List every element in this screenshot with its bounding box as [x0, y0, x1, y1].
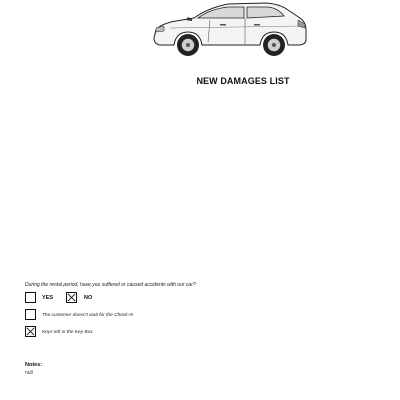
car-side-view-illustration — [150, 0, 310, 56]
keys-left-label: Keys left in the Key Box — [42, 330, 93, 335]
checkbox-cross-icon — [26, 327, 35, 336]
notes-heading: Notes: — [25, 362, 43, 368]
customer-no-wait-checkbox[interactable] — [25, 309, 36, 320]
no-checkbox[interactable] — [66, 292, 77, 303]
notes-value: null — [25, 370, 33, 376]
accident-question: During the rental period, have you suffered or caused accidents with our car? — [25, 282, 196, 288]
page-title: NEW DAMAGES LIST — [196, 76, 290, 86]
yes-checkbox[interactable] — [25, 292, 36, 303]
keys-left-checkbox[interactable] — [25, 326, 36, 337]
customer-no-wait-label: The customer doesn't wait for the Check-In — [42, 313, 134, 318]
no-label: NO — [84, 295, 93, 301]
checkbox-cross-icon — [67, 293, 76, 302]
yes-label: YES — [42, 295, 54, 301]
